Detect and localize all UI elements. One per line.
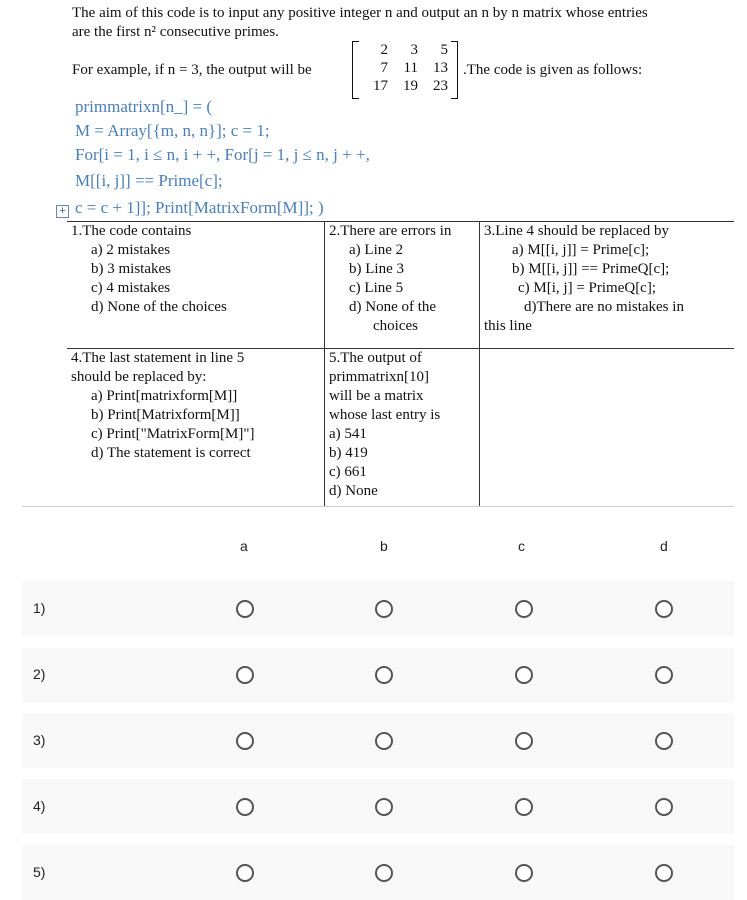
expand-icon[interactable]: + [56, 205, 69, 218]
question-title-3: will be a matrix [329, 388, 424, 404]
question-4 [71, 349, 254, 463]
radio-3-d[interactable] [655, 732, 673, 750]
radio-2-a[interactable] [236, 666, 254, 684]
intro-line-2: are the first n² consecutive primes. [72, 24, 279, 40]
option-d: d) None [329, 483, 378, 499]
option-a: a) 541 [329, 426, 367, 442]
question-title-2: primmatrixn[10] [329, 369, 429, 385]
option-a: a) 2 mistakes [91, 242, 171, 258]
option-b: b) 3 mistakes [91, 261, 171, 277]
row-label-5: 5) [33, 864, 46, 880]
option-d-cont: choices [373, 318, 418, 334]
matrix-cell: 7 [380, 60, 388, 76]
column-header-a: a [240, 538, 248, 554]
radio-3-c[interactable] [515, 732, 533, 750]
matrix-cell: 19 [403, 78, 418, 94]
radio-4-a[interactable] [236, 798, 254, 816]
code-line-4: M[[i, j]] == Prime[c]; [75, 171, 223, 190]
option-a: a) Print[matrixform[M]] [91, 388, 238, 404]
radio-4-d[interactable] [655, 798, 673, 816]
radio-5-b[interactable] [375, 864, 393, 882]
matrix-cell: 11 [403, 60, 418, 76]
question-5 [329, 349, 440, 501]
option-a: a) M[[i, j]] = Prime[c]; [512, 242, 650, 258]
question-title-2: should be replaced by: [71, 369, 207, 385]
matrix-cell: 13 [433, 60, 448, 76]
row-label-1: 1) [33, 600, 46, 616]
radio-5-a[interactable] [236, 864, 254, 882]
code-line-3: For[i = 1, i ≤ n, i + +, For[j = 1, j ≤ n, j + +, [75, 145, 370, 164]
example-prefix: For example, if n = 3, the output will be [72, 62, 312, 78]
option-d: d)There are no mistakes in [524, 299, 684, 315]
option-c: c) 661 [329, 464, 367, 480]
matrix-cell: 2 [380, 42, 388, 58]
matrix-cell: 5 [440, 42, 448, 58]
code-line-1: primmatrixn[n_] = ( [75, 97, 213, 116]
option-d: d) None of the choices [91, 299, 227, 315]
radio-3-a[interactable] [236, 732, 254, 750]
option-b: b) Line 3 [349, 261, 404, 277]
intro-line-1: The aim of this code is to input any positive integer n and output an n by n matrix whose entries [72, 5, 648, 21]
radio-4-b[interactable] [375, 798, 393, 816]
option-c: c) 4 mistakes [91, 280, 171, 296]
intro-text [72, 4, 740, 42]
column-header-c: c [518, 538, 525, 554]
radio-2-c[interactable] [515, 666, 533, 684]
radio-5-d[interactable] [655, 864, 673, 882]
code-line-5: c = c + 1]]; Print[MatrixForm[M]]; ) [75, 198, 324, 217]
radio-1-d[interactable] [655, 600, 673, 618]
example-matrix [352, 41, 458, 97]
question-title: 2.There are errors in [329, 223, 452, 239]
radio-5-c[interactable] [515, 864, 533, 882]
question-2 [329, 222, 451, 336]
code-line-2: M = Array[{m, n, n}]; c = 1; [75, 121, 270, 140]
matrix-cell: 23 [433, 78, 448, 94]
row-label-3: 3) [33, 732, 46, 748]
question-title: 3.Line 4 should be replaced by [484, 223, 669, 239]
radio-2-b[interactable] [375, 666, 393, 684]
question-title: 5.The output of [329, 350, 422, 366]
row-label-2: 2) [33, 666, 46, 682]
option-b: b) Print[Matrixform[M]] [91, 407, 240, 423]
section-divider [22, 506, 734, 507]
radio-1-c[interactable] [515, 600, 533, 618]
option-c: c) Line 5 [349, 280, 404, 296]
column-header-d: d [660, 538, 668, 554]
question-title-4: whose last entry is [329, 407, 441, 423]
option-a: a) Line 2 [349, 242, 404, 258]
row-label-4: 4) [33, 798, 46, 814]
option-b: b) 419 [329, 445, 368, 461]
option-c: c) M[i, j] = PrimeQ[c]; [518, 280, 657, 296]
radio-2-d[interactable] [655, 666, 673, 684]
radio-1-b[interactable] [375, 600, 393, 618]
matrix-cell: 17 [373, 78, 388, 94]
question-table [67, 221, 734, 506]
matrix-cell: 3 [410, 42, 418, 58]
example-suffix: .The code is given as follows: [463, 62, 643, 78]
option-b: b) M[[i, j]] == PrimeQ[c]; [512, 261, 670, 277]
option-c: c) Print["MatrixForm[M]"] [91, 426, 255, 442]
option-d: d) None of the [349, 299, 437, 315]
question-1 [71, 222, 227, 317]
question-title: 1.The code contains [71, 223, 192, 239]
radio-4-c[interactable] [515, 798, 533, 816]
option-d-cont: this line [484, 318, 532, 334]
radio-1-a[interactable] [236, 600, 254, 618]
radio-3-b[interactable] [375, 732, 393, 750]
question-title: 4.The last statement in line 5 [71, 350, 245, 366]
column-header-b: b [380, 538, 388, 554]
question-3 [484, 222, 732, 336]
option-d: d) The statement is correct [91, 445, 251, 461]
